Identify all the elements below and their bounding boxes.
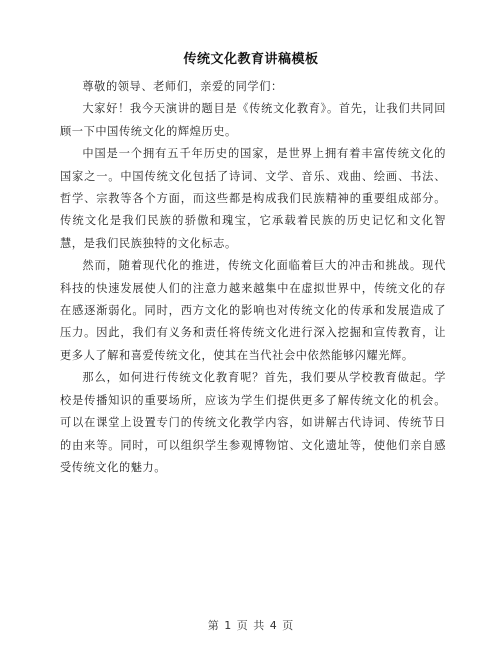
- challenge-paragraph: 然而，随着现代化的推进，传统文化面临着巨大的冲击和挑战。现代科技的快速发展使人们的注意力越来越集中在虚拟世界中，传统文化的存在感逐渐弱化。同时，西方文化的影响也对传统文化的传承和发展造成了压力。因此，我们有义务和责任将传统文化进行深入挖掘和宣传教育，让更多人了解和喜爱传统文化，使其在当代社会中依然能够闪耀光辉。: [60, 259, 446, 362]
- document-body: [60, 76, 446, 479]
- education-paragraph: 那么，如何进行传统文化教育呢？首先，我们要从学校教育做起。学校是传播知识的重要场所，应该为学生们提供更多了解传统文化的机会。可以在课堂上设置专门的传统文化教学内容，如讲解古代诗词、传统节日的由来等。同时，可以组织学生参观博物馆、文化遗址等，使他们亲自感受传统文化的魅力。: [60, 371, 446, 474]
- page-number-footer: 第 1 页 共 4 页: [207, 619, 295, 632]
- document-title: 传统文化教育讲稿模板: [183, 52, 319, 67]
- history-paragraph: 中国是一个拥有五千年历史的国家，是世界上拥有着丰富传统文化的国家之一。中国传统文化包括了诗词、文学、音乐、戏曲、绘画、书法、哲学、宗教等各个方面，而这些都是构成我们民族精神的重要组成部分。传统文化是我们民族的骄傲和瑰宝，它承载着民族的历史记忆和文化智慧，是我们民族独特的文化标志。: [60, 147, 446, 250]
- opening-paragraph: 大家好！我今天演讲的题目是《传统文化教育》。首先，让我们共同回顾一下中国传统文化的辉煌历史。: [60, 102, 446, 138]
- salutation-paragraph: 尊敬的领导、老师们，亲爱的同学们：: [82, 80, 283, 93]
